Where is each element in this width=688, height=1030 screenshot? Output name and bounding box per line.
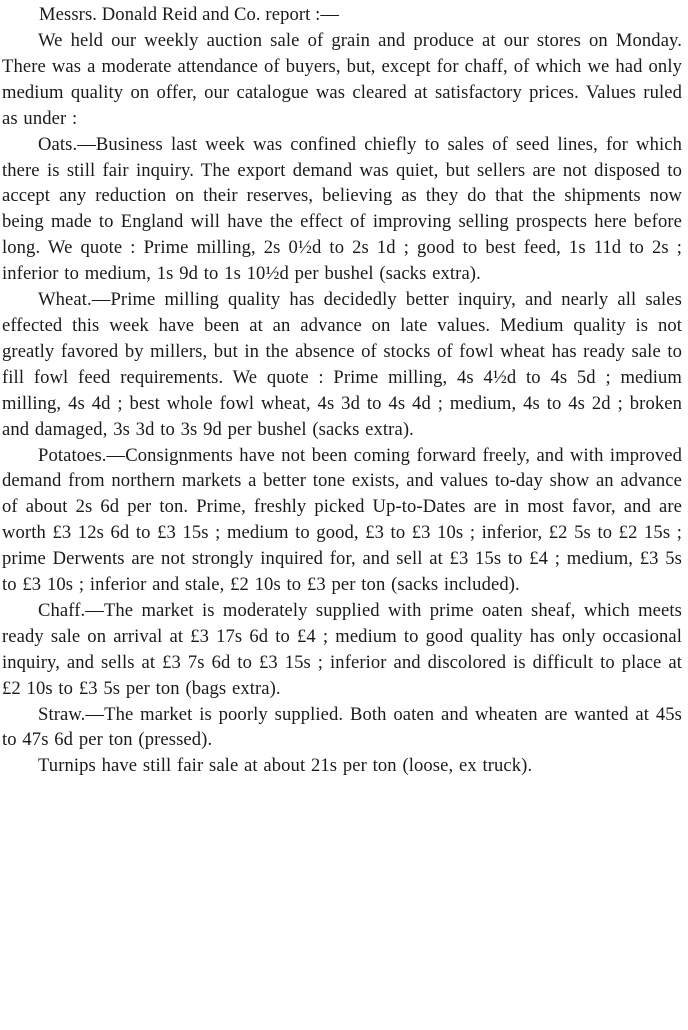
turnips-paragraph: Turnips have still fair sale at about 21s per ton (loose, ex truck). <box>38 755 533 777</box>
intro-paragraph: We held our weekly auction sale of grain and produce at our stores on Monday. There was a moderate attendance of buyers, but, except for chaff, of which we had only medium quality on offer, our catalogue was cleared at satisfactory prices. Values ruled as under : <box>2 30 682 129</box>
straw-paragraph: Straw.—The market is poorly supplied. Both oaten and wheaten are wanted at 45s to 47s 6d per ton (pressed). <box>2 703 682 751</box>
potatoes-paragraph: Potatoes.—Consignments have not been coming forward freely, and with improved demand from northern markets a better tone exists, and values to-day show an advance of about 2s 6d per ton. Prime, freshly picked Up-to-Dates are in most favor, and are worth £3 12s 6d to £3 15s ; medium to good, £3 to £3 10s ; inferior, £2 5s to £2 15s ; prime Derwents are not strongly inquired for, and sell at £3 15s to £4 ; medium, £3 5s to £3 10s ; inferior and stale, £2 10s to £3 per ton (sacks included). <box>2 444 682 596</box>
report-heading: Messrs. Donald Reid and Co. report :— <box>39 4 340 25</box>
wheat-paragraph: Wheat.—Prime milling quality has decidedly better inquiry, and nearly all sales effected this week have been at an advance on late values. Medium quality is not greatly favored by millers, but in the absence of stocks of fowl wheat has ready sale to fill fowl feed requirements. We quote : Prime milling, 4s 4½d to 4s 5d ; medium milling, 4s 4d ; best whole fowl wheat, 4s 3d to 4s 4d ; medium, 4s to 4s 2d ; broken and damaged, 3s 3d to 3s 9d per bushel (sacks extra). <box>2 289 682 440</box>
oats-paragraph: Oats.—Business last week was confined chiefly to sales of seed lines, for which there is still fair inquiry. The export demand was quiet, but sellers are not disposed to accept any reduction on their reserves, believing as they do that the shipments now being made to England will have the effect of improving selling prospects here before long. We quote : Prime milling, 2s 0½d to 2s 1d ; good to best feed, 1s 11d to 2s ; inferior to medium, 1s 9d to 1s 10½d per bushel (sacks extra). <box>2 133 682 285</box>
chaff-paragraph: Chaff.—The market is moderately supplied with prime oaten sheaf, which meets ready sale on arrival at £3 17s 6d to £4 ; medium to good quality has only occasional inquiry, and sells at £3 7s 6d to £3 15s ; inferior and discolored is difficult to place at £2 10s to £3 5s per ton (bags extra). <box>2 599 682 699</box>
